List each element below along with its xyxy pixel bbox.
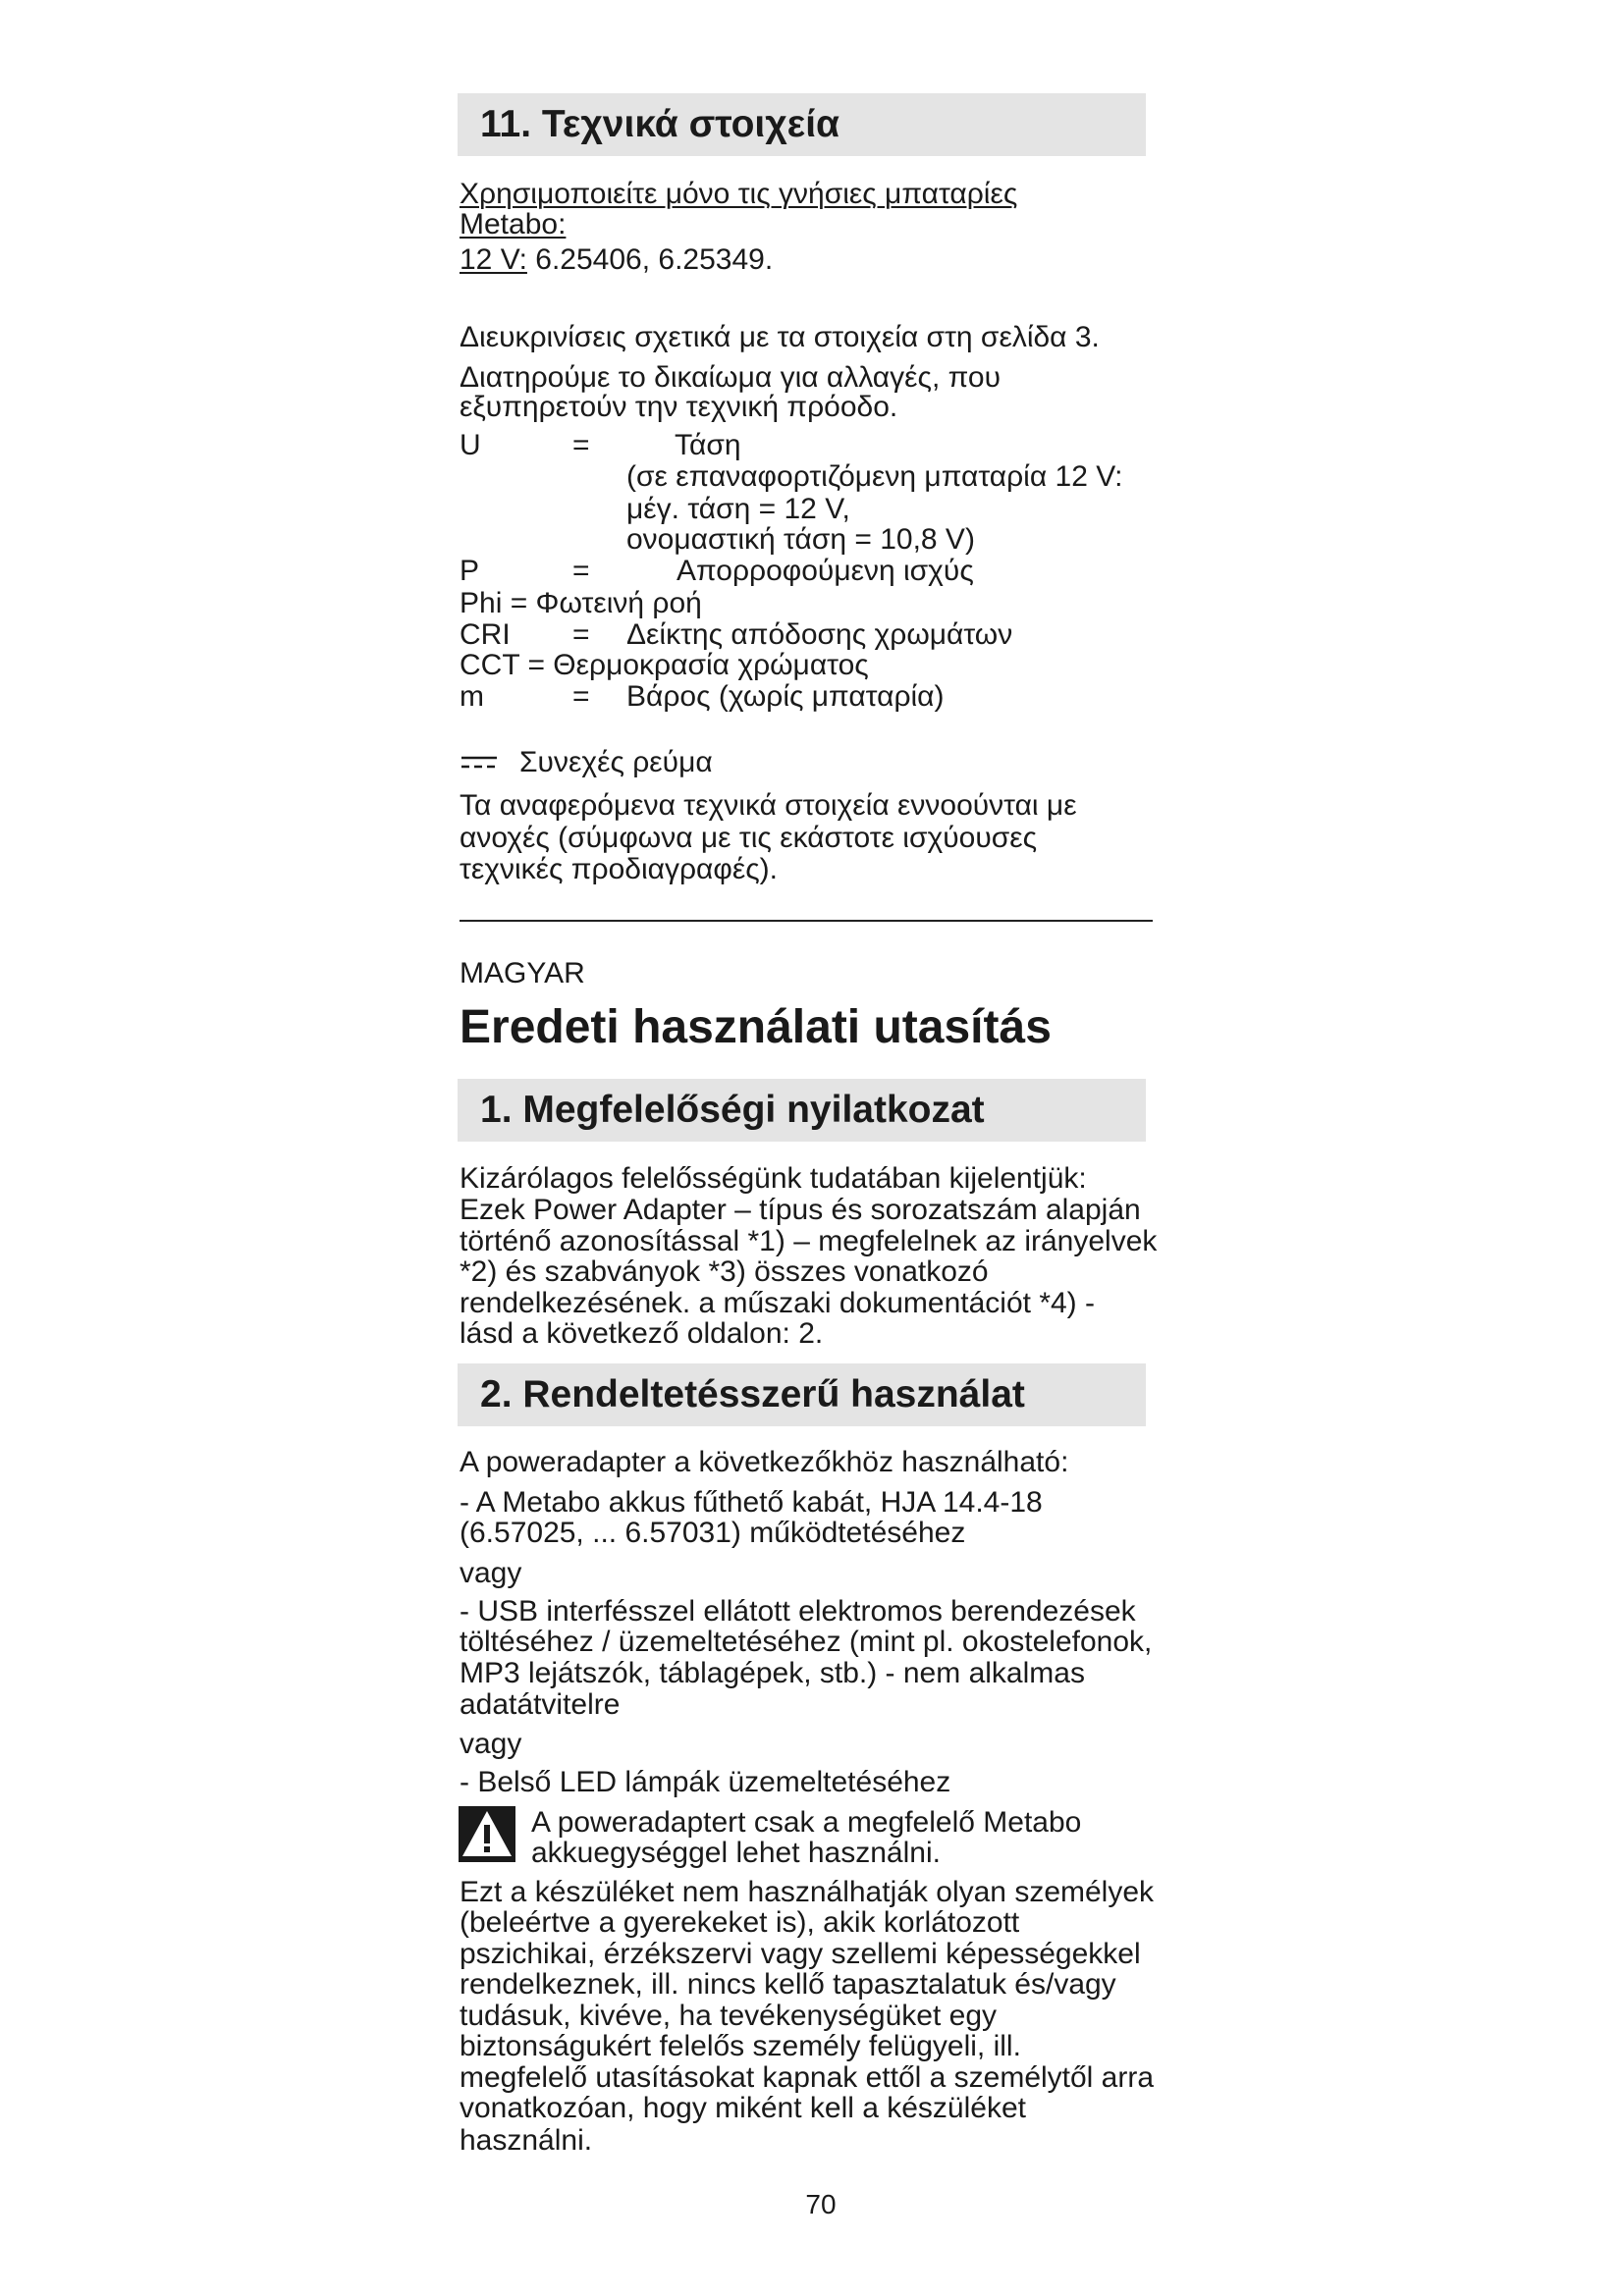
definition-text: Απορροφούμενη ισχύς <box>677 555 974 587</box>
use-item-line: (6.57025, ... 6.57031) működtetéséhez <box>460 1517 966 1549</box>
definition-cri <box>460 618 1166 652</box>
battery-note-line <box>460 178 1017 211</box>
safety-line: használni. <box>460 2124 593 2157</box>
language-label: MAGYAR <box>460 957 585 989</box>
tolerance-line: ανοχές (σύμφωνα με τις εκάστοτε ισχύουσες <box>460 822 1038 854</box>
use-item-line: MP3 lejátszók, táblagépek, stb.) - nem alkalmas <box>460 1657 1085 1689</box>
voltage-detail-line: (σε επαναφορτιζόμενη μπαταρία 12 V: <box>626 460 1123 493</box>
battery-note-line <box>460 208 566 241</box>
warning-triangle-icon <box>459 1806 515 1862</box>
definition-equals: = <box>572 680 590 713</box>
dc-current-icon <box>461 755 497 771</box>
page-number: 70 <box>805 2189 837 2219</box>
tolerance-line: τεχνικές προδιαγραφές). <box>460 853 778 885</box>
definition-text: Βάρος (χωρίς μπαταρία) <box>626 680 945 713</box>
language-divider <box>460 920 1153 922</box>
use-item-line: - A Metabo akkus fűthető kabát, HJA 14.4-18 <box>460 1486 1043 1519</box>
declaration-line: rendelkezésének. a műszaki dokumentációt *4) - <box>460 1287 1095 1319</box>
or-separator: vagy <box>460 1728 522 1760</box>
definition-cct: CCT = Θερμοκρασία χρώματος <box>460 649 869 681</box>
definition-equals: = <box>572 618 590 651</box>
safety-line: (beleértve a gyerekeket is), akik korlátozott <box>460 1906 1020 1939</box>
battery-voltage-label: 12 V: <box>460 243 527 276</box>
section-title: 2. Rendeltetésszerű használat <box>480 1373 1025 1415</box>
declaration-line: Ezek Power Adapter – típus és sorozatszám alapján <box>460 1194 1141 1226</box>
warning-line: akkuegységgel lehet használni. <box>531 1837 941 1869</box>
battery-brand-text: Metabo: <box>460 208 567 240</box>
use-item-line: - USB interfésszel ellátott elektromos berendezések <box>460 1595 1136 1628</box>
battery-note-text: Χρησιμοποιείτε μόνο τις γνήσιες μπαταρίες <box>460 178 1018 210</box>
declaration-line: lásd a következő oldalon: 2. <box>460 1317 824 1350</box>
definition-mass <box>460 680 1166 714</box>
battery-part-numbers: 6.25406, 6.25349. <box>535 243 774 276</box>
section-title: 1. Megfelelőségi nyilatkozat <box>480 1089 985 1131</box>
definition-symbol: U <box>460 429 481 461</box>
definition-voltage <box>460 429 1166 462</box>
voltage-detail-line: μέγ. τάση = 12 V, <box>626 493 850 525</box>
definition-symbol: CRI <box>460 618 511 651</box>
section-header-technical-data <box>458 93 1146 156</box>
definition-power <box>460 555 1166 588</box>
warning-line: A poweradaptert csak a megfelelő Metabo <box>531 1806 1082 1839</box>
voltage-detail-line: ονομαστική τάση = 10,8 V) <box>626 523 975 556</box>
info-line: Διευκρινίσεις σχετικά με τα στοιχεία στη σελίδα 3. <box>460 321 1100 353</box>
safety-line: megfelelő utasításokat kapnak ettől a személytől arra <box>460 2061 1155 2094</box>
definition-text: Δείκτης απόδοσης χρωμάτων <box>626 618 1013 651</box>
section-header-intended-use <box>458 1363 1146 1426</box>
use-item-line: adatátvitelre <box>460 1688 621 1721</box>
use-item-line: töltéséhez / üzemeltetéséhez (mint pl. okostelefonok, <box>460 1626 1153 1658</box>
declaration-line: Kizárólagos felelősségünk tudatában kijelentjük: <box>460 1162 1087 1195</box>
definition-flux: Phi = Φωτεινή ροή <box>460 587 702 619</box>
info-line: εξυπηρετούν την τεχνική πρόοδο. <box>460 391 898 423</box>
safety-line: Ezt a készüléket nem használhatják olyan személyek <box>460 1876 1155 1908</box>
safety-line: vonatkozóan, hogy miként kell a készüléket <box>460 2092 1026 2124</box>
safety-line: pszichikai, érzékszervi vagy szellemi képességekkel <box>460 1938 1141 1970</box>
dc-current-label: Συνεχές ρεύμα <box>519 746 713 778</box>
definition-equals: = <box>572 555 590 587</box>
intended-use-intro: A poweradapter a következőkhöz használható: <box>460 1446 1069 1478</box>
document-title: Eredeti használati utasítás <box>460 1001 1052 1053</box>
declaration-line: történő azonosítással *1) – megfelelnek az irányelvek <box>460 1225 1158 1257</box>
safety-line: rendelkeznek, ill. nincs kellő tapasztalatuk és/vagy <box>460 1968 1116 2001</box>
section-header-declaration <box>458 1079 1146 1142</box>
use-item-line: - Belső LED lámpák üzemeltetéséhez <box>460 1766 951 1798</box>
or-separator: vagy <box>460 1557 522 1589</box>
safety-line: tudásuk, kivéve, ha tevékenységüket egy <box>460 2000 998 2032</box>
info-line: Διατηρούμε το δικαίωμα για αλλαγές, που <box>460 361 1001 394</box>
declaration-line: *2) és szabványok *3) összes vonatkozó <box>460 1255 989 1288</box>
definition-symbol: m <box>460 680 484 713</box>
safety-line: biztonságukért felelős személy felügyeli, ill. <box>460 2030 1021 2062</box>
definition-text: Τάση <box>675 429 741 461</box>
battery-part-numbers-line <box>460 243 773 277</box>
definition-symbol: P <box>460 555 480 587</box>
definition-equals: = <box>572 429 590 461</box>
section-title: 11. Τεχνικά στοιχεία <box>480 103 840 145</box>
tolerance-line: Τα αναφερόμενα τεχνικά στοιχεία εννοούνται με <box>460 789 1077 822</box>
